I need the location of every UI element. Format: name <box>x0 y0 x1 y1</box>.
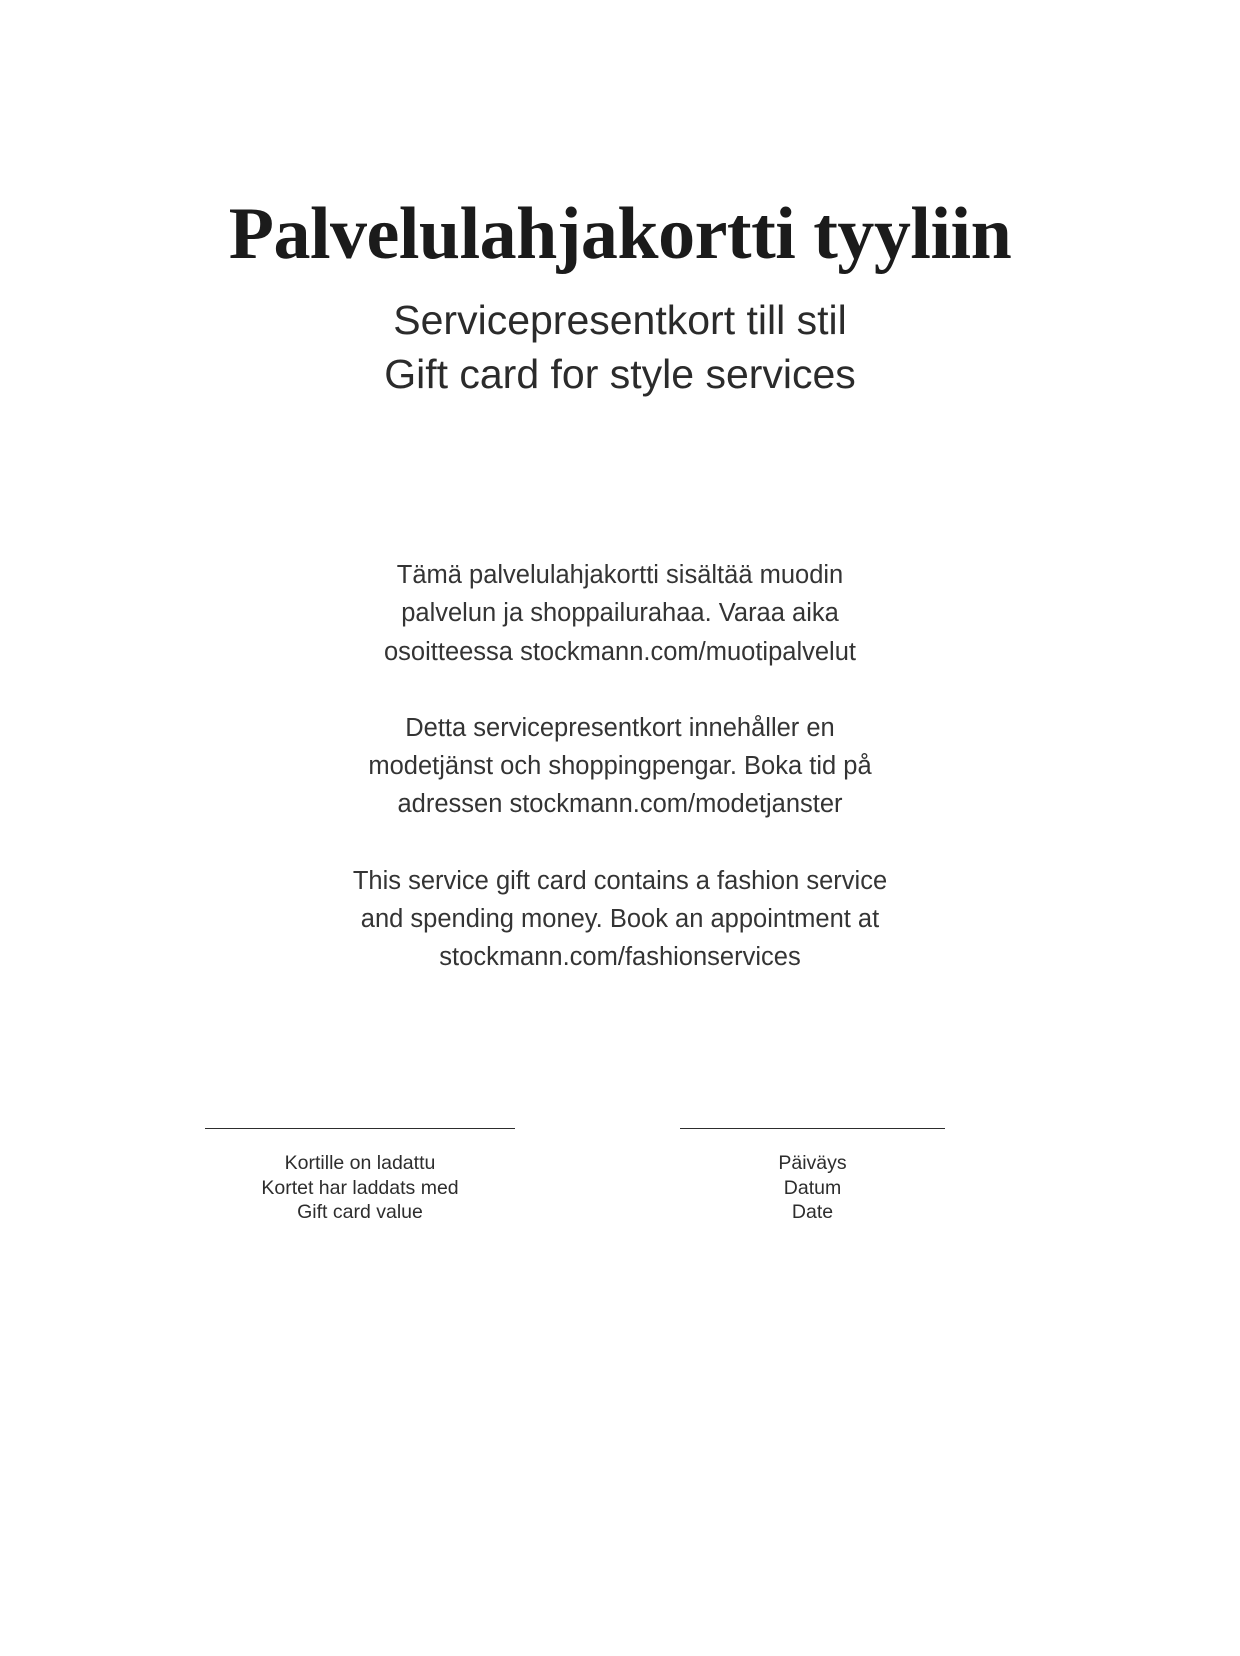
paragraph-english <box>300 862 940 977</box>
title-block <box>0 193 1240 401</box>
paragraph-swedish-line-1: Detta servicepresentkort innehåller en <box>405 713 835 742</box>
paragraph-finnish <box>300 556 940 671</box>
date-label-fi: Päiväys <box>778 1152 847 1174</box>
body-block <box>0 556 1240 976</box>
gift-card-value-label-fi: Kortille on ladattu <box>284 1152 436 1174</box>
subtitle-swedish: Servicepresentkort till stil <box>393 297 847 344</box>
date-label-en: Date <box>791 1201 834 1224</box>
paragraph-swedish <box>300 709 940 824</box>
paragraph-finnish-line-3: osoitteessa stockmann.com/muotipalvelut <box>384 637 856 666</box>
date-labels <box>680 1129 945 1225</box>
paragraph-english-line-1: This service gift card contains a fashion service <box>352 866 888 895</box>
gift-card-value-label-sv: Kortet har laddats med <box>261 1176 459 1199</box>
gift-card-value-labels <box>205 1129 515 1225</box>
paragraph-swedish-line-2: modetjänst och shoppingpengar. Boka tid på <box>368 752 872 780</box>
paragraph-finnish-line-2: palvelun ja shoppailurahaa. Varaa aika <box>401 599 839 628</box>
paragraph-finnish-line-1: Tämä palvelulahjakortti sisältää muodin <box>396 561 844 589</box>
paragraph-english-line-3: stockmann.com/fashionservices <box>439 943 801 971</box>
gift-card-value-field[interactable] <box>205 1128 515 1225</box>
page-title: Palvelulahjakortti tyyliin <box>228 193 1012 275</box>
subtitle-block <box>0 271 1240 401</box>
paragraph-english-line-2: and spending money. Book an appointment at <box>360 904 880 933</box>
date-label-sv: Datum <box>783 1176 842 1199</box>
fields-block <box>0 1128 1240 1288</box>
gift-card-value-label-en: Gift card value <box>297 1201 423 1224</box>
subtitle-english: Gift card for style services <box>384 351 856 398</box>
paragraph-swedish-line-3: adressen stockmann.com/modetjanster <box>397 790 843 819</box>
date-field[interactable] <box>680 1128 945 1225</box>
